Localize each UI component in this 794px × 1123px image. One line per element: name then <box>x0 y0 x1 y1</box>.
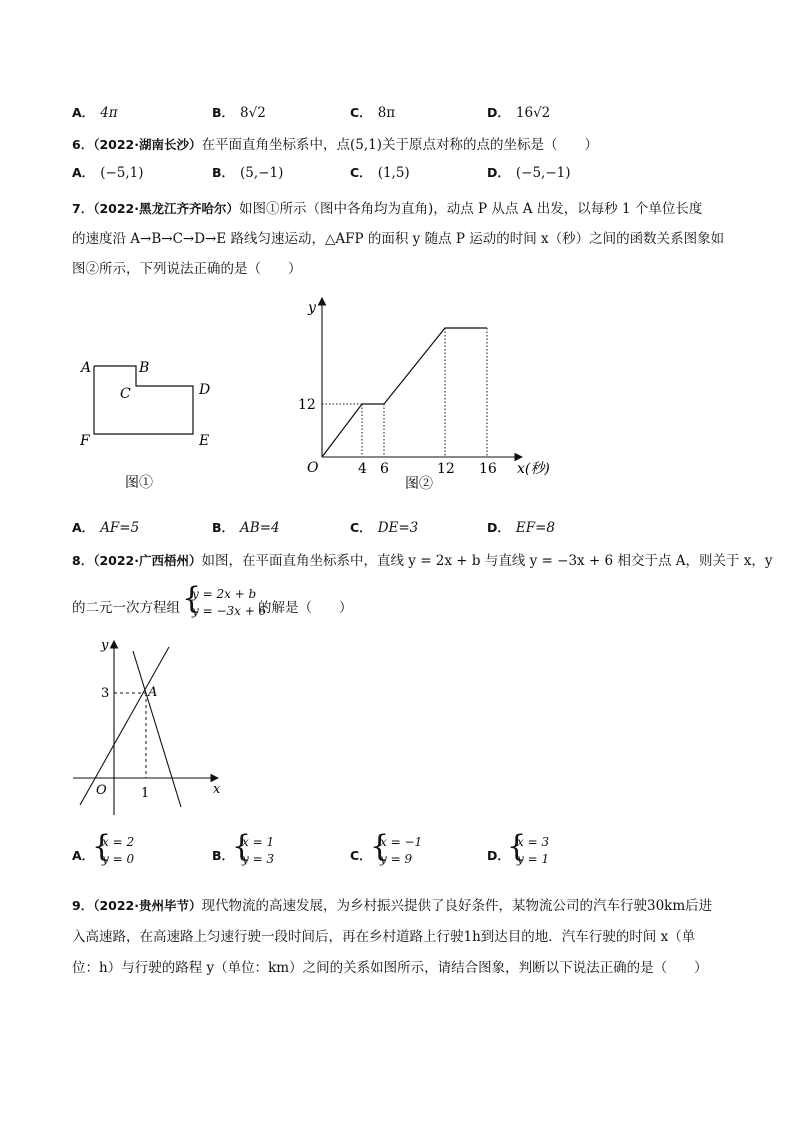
question-8-stem-line2-end: 的解是（ ） <box>258 600 353 616</box>
x-tick-16: 16 <box>479 461 497 477</box>
option-a-system: { x = 2 y = 0 <box>92 829 135 866</box>
option-d[interactable]: D． 16√2 <box>487 105 551 121</box>
figure-2-caption: 图② <box>405 476 433 492</box>
question-7-stem-line3: 图②所示，下列说法正确的是（ ） <box>72 261 302 277</box>
question-8-stem-line1: 8．（2022·广西梧州）如图，在平面直角坐标系中，直线 y = 2x + b 与直线 y = −3x + 6 相交于点 A，则关于 x，y <box>72 553 773 569</box>
option-d-system: { x = 3 y = 1 <box>507 829 550 866</box>
figure-1-l-shape <box>60 350 230 500</box>
option-d[interactable]: D． <box>487 848 510 863</box>
option-c-system: { x = −1 y = 9 <box>370 829 423 866</box>
graph-line <box>322 328 487 457</box>
equation-system: { y = 2x + b y = −3x + 6 <box>182 581 267 618</box>
option-a[interactable]: A． <box>72 848 95 863</box>
label-A: A <box>81 360 92 376</box>
question-7-stem-line2: 的速度沿 A→B→C→D→E 路线匀速运动，△AFP 的面积 y 随点 P 运动的时间 x（秒）之间的函数关系图象如 <box>72 231 725 247</box>
option-b[interactable]: B． 8√2 <box>212 105 266 121</box>
option-b[interactable]: B． AB=4 <box>212 520 280 536</box>
figure-1-caption: 图① <box>125 475 153 491</box>
y-axis-label: y <box>308 300 316 316</box>
origin-label: O <box>96 783 107 798</box>
origin-label: O <box>307 460 319 476</box>
option-a[interactable]: A． 4π <box>72 105 118 121</box>
option-c[interactable]: C． 8π <box>350 105 396 121</box>
question-8-stem-line2: 的二元一次方程组 <box>72 600 180 616</box>
option-b[interactable]: B． (5,−1) <box>212 165 284 181</box>
option-c[interactable]: C． <box>350 848 372 863</box>
question-8-graph <box>70 635 235 820</box>
x-axis-label: x(秒) <box>517 461 550 477</box>
line-neg3x-plus-6 <box>133 651 181 807</box>
x-tick-6: 6 <box>380 461 389 477</box>
label-B: B <box>139 360 150 376</box>
figure-2-graph <box>295 292 565 497</box>
x-tick-1: 1 <box>141 786 150 801</box>
x-tick-4: 4 <box>358 461 367 477</box>
point-A-label: A <box>148 685 158 700</box>
x-tick-12: 12 <box>437 461 455 477</box>
option-a[interactable]: A． AF=5 <box>72 520 140 536</box>
label-E: E <box>199 433 210 449</box>
option-c[interactable]: C． (1,5) <box>350 165 410 181</box>
question-6-stem: 6．（2022·湖南长沙）在平面直角坐标系中，点(5,1)关于原点对称的点的坐标是（ ） <box>72 137 599 153</box>
y-tick-12: 12 <box>298 397 316 413</box>
question-9-stem-line1: 9．（2022·贵州毕节）现代物流的高速发展，为乡村振兴提供了良好条件，某物流公司的汽车行驶30km后进 <box>72 898 713 914</box>
label-D: D <box>199 382 211 398</box>
option-d[interactable]: D． EF=8 <box>487 520 556 536</box>
question-7-stem-line1: 7．（2022·黑龙江齐齐哈尔）如图①所示（图中各角均为直角)，动点 P 从点 A 出发，以每秒 1 个单位长度 <box>72 201 703 217</box>
question-9-stem-line2: 入高速路，在高速路上匀速行驶一段时间后，再在乡村道路上行驶1h到达目的地．汽车行驶的时间 x（单 <box>72 929 696 945</box>
option-d[interactable]: D． (−5,−1) <box>487 165 571 181</box>
label-C: C <box>120 386 131 402</box>
option-b-system: { x = 1 y = 3 <box>232 829 275 866</box>
option-b[interactable]: B． <box>212 848 235 863</box>
label-F: F <box>80 433 90 449</box>
y-axis-label: y <box>101 638 109 653</box>
option-c[interactable]: C． DE=3 <box>350 520 419 536</box>
option-a[interactable]: A． (−5,1) <box>72 165 144 181</box>
question-9-stem-line3: 位：h）与行驶的路程 y（单位：km）之间的关系如图所示，请结合图象，判断以下说法正确的是（ ） <box>72 960 708 976</box>
y-tick-3: 3 <box>101 686 110 701</box>
x-axis-label: x <box>213 782 221 797</box>
